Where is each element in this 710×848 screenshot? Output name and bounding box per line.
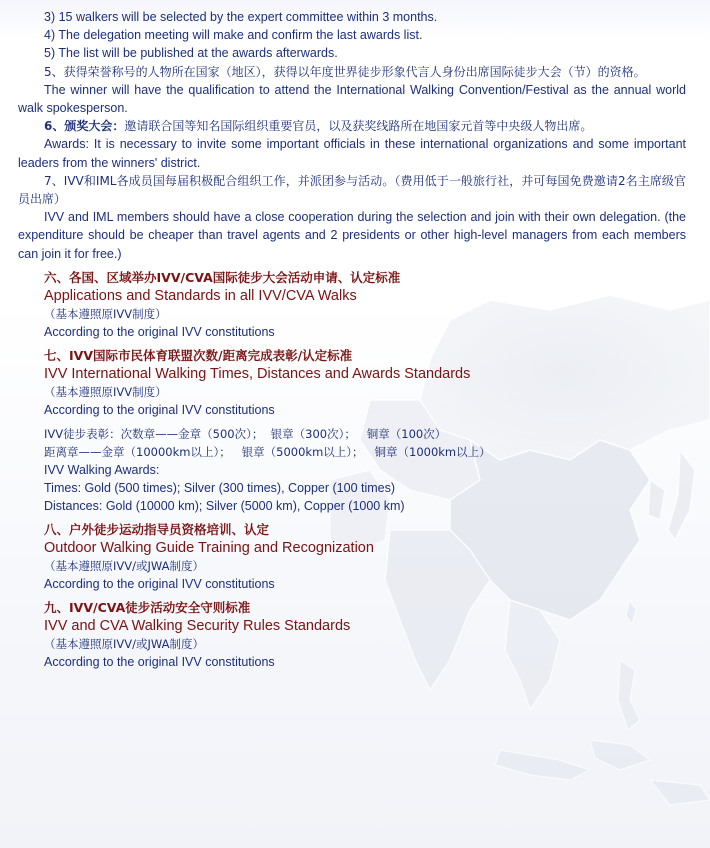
section-6-sub-zh: （基本遵照原IVV制度） [44,306,167,321]
awards-heading-en: IVV Walking Awards: [44,462,160,477]
awards-distance-zh: 距离章——金章（10000km以上）； 银章（5000km以上）； 铜章（1000km以上） [44,444,491,459]
intro-item-7-en: IVV and IML members should have a close cooperation during the selection and join with their own delegation. (the expenditure should be cheaper than travel agents and 2 presidents or other high-level managers from each members can join it for free.) [18,210,686,261]
intro-item-6-zh [18,117,686,135]
item-6-label: 6、颁奖大会： [44,119,125,134]
section-9 [44,599,686,671]
intro-item-5-en-long: The winner will have the qualification to attend the International Walking Convention/Festival as the annual world walk spokesperson. [18,82,686,116]
section-9-title-en: IVV and CVA Walking Security Rules Standards [44,617,351,634]
section-8-title-zh: 八、户外徒步运动指导员资格培训、认定 [44,521,270,537]
section-9-sub-en: According to the original IVV constitutions [44,654,275,669]
section-7-sub-zh: （基本遵照原IVV制度） [44,384,167,399]
intro-item-4: 4) The delegation meeting will make and confirm the last awards list. [44,28,423,43]
section-6-sub-en: According to the original IVV constitutions [44,324,275,339]
section-7-title-zh: 七、IVV国际市民体育联盟次数/距离完成表彰/认定标准 [44,347,353,363]
section-8-title-en: Outdoor Walking Guide Training and Recognization [44,539,374,556]
document-body [18,8,686,671]
section-6-title-en: Applications and Standards in all IVV/CVA Walks [44,287,357,304]
awards-distances-en: Distances: Gold (10000 km); Silver (5000 km), Copper (1000 km) [44,498,405,513]
intro-item-3: 3) 15 walkers will be selected by the expert committee within 3 months. [44,10,438,24]
section-8-sub-en: According to the original IVV constitutions [44,576,275,591]
intro-item-7-zh: 7、IVV和IML各成员国每届积极配合组织工作，并派团参与活动。（费用低于一般旅行社，并可每国免费邀请2名主席级官员出席） [18,173,686,207]
section-9-sub-zh: （基本遵照原IVV/或JWA制度） [44,636,204,651]
intro-item-6-en: Awards: It is necessary to invite some important officials in these international organizations and some important leaders from the winners' district. [18,137,686,170]
awards-times-en: Times: Gold (500 times); Silver (300 times), Copper (100 times) [44,480,396,495]
section-7 [44,347,686,515]
section-7-title-en: IVV International Walking Times, Distances and Awards Standards [44,365,471,382]
item-6-text: 邀请联合国等知名国际组织重要官员，以及获奖线路所在地国家元首等中央级人物出席。 [124,119,593,134]
section-7-sub-en: According to the original IVV constitutions [44,402,275,417]
section-6-title-zh: 六、各国、区域举办IVV/CVA国际徒步大会活动申请、认定标准 [44,269,401,285]
section-8 [44,521,686,593]
intro-item-5: 5) The list will be published at the awards afterwards. [44,46,338,61]
awards-times-zh: IVV徒步表彰：次数章——金章（500次）； 银章（300次）； 铜章（100次） [44,426,447,441]
intro-item-5-zh: 5、获得荣誉称号的人物所在国家（地区），获得以年度世界徒步形象代言人身份出席国际徒步大会（节）的资格。 [44,64,646,79]
section-8-sub-zh: （基本遵照原IVV/或JWA制度） [44,558,204,573]
section-9-title-zh: 九、IVV/CVA徒步活动安全守则标准 [44,599,251,615]
section-6 [44,269,686,341]
